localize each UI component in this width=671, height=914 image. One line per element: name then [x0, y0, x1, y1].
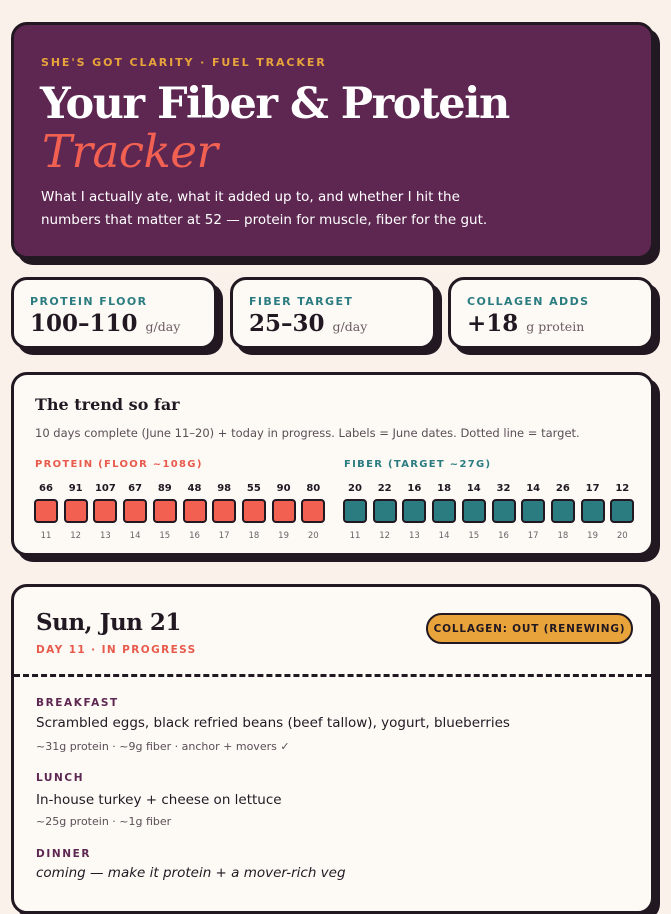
fiber-value-label: 26	[555, 483, 570, 494]
protein-day-label: 19	[278, 531, 289, 541]
stat-value: +18 g protein	[467, 310, 585, 337]
protein-value-label: 48	[187, 483, 202, 494]
hero-eyebrow: SHE'S GOT CLARITY · FUEL TRACKER	[41, 56, 327, 69]
protein-bar	[64, 499, 88, 523]
protein-bar	[301, 499, 325, 523]
day-title: Sun, Jun 21	[36, 609, 181, 636]
protein-bar	[153, 499, 177, 523]
trend-card	[11, 372, 654, 556]
stat-label: FIBER TARGET	[249, 295, 354, 308]
protein-value-label: 67	[128, 483, 143, 494]
stat-value: 25–30 g/day	[249, 310, 368, 337]
fiber-day-label: 15	[468, 531, 480, 541]
fiber-bar	[551, 499, 575, 523]
protein-bar	[123, 499, 147, 523]
fiber-value-label: 16	[407, 483, 422, 494]
protein-value-label: 91	[68, 483, 83, 494]
protein-value-label: 90	[276, 483, 291, 494]
fiber-day-label: 12	[379, 531, 391, 541]
hero-description: What I actually ate, what it added up to, and whether I hit the numbers that matter at 52 — protein for muscle, fiber for the gut.	[41, 189, 488, 228]
protein-bar	[212, 499, 236, 523]
protein-day-label: 20	[307, 531, 319, 541]
fiber-bar	[432, 499, 456, 523]
protein-series-label: PROTEIN (FLOOR ~108G)	[35, 459, 203, 470]
protein-day-label: 14	[129, 531, 141, 541]
protein-value-label: 107	[94, 483, 116, 494]
page-title: Your Fiber & Protein	[40, 79, 509, 129]
stat-card-protein-floor	[11, 277, 217, 349]
meal-text-dinner: coming — make it protein + a mover-rich veg	[36, 865, 346, 881]
meal-label-dinner: DINNER	[36, 848, 92, 860]
meal-note-breakfast: ~31g protein · ~9g fiber · anchor + movers ✓	[36, 740, 290, 753]
fiber-bar	[492, 499, 516, 523]
protein-value-label: 66	[39, 483, 53, 494]
fiber-series-label: FIBER (TARGET ~27G)	[344, 459, 492, 470]
protein-value-label: 89	[157, 483, 172, 494]
fiber-day-label: 16	[498, 531, 509, 541]
meal-text-breakfast: Scrambled eggs, black refried beans (beef tallow), yogurt, blueberries	[36, 715, 510, 731]
protein-bar	[34, 499, 58, 523]
fiber-day-label: 19	[587, 531, 598, 541]
today-card	[11, 584, 654, 914]
page-subtitle: Tracker	[42, 125, 218, 178]
meal-text-lunch: In-house turkey + cheese on lettuce	[36, 792, 282, 808]
stat-unit: g protein	[526, 319, 585, 334]
stat-unit: g/day	[332, 319, 368, 334]
trend-bars	[14, 375, 654, 555]
protein-bar	[272, 499, 296, 523]
protein-value-label: 55	[246, 483, 261, 494]
protein-value-label: 98	[217, 483, 232, 494]
fiber-day-label: 18	[557, 531, 569, 541]
fiber-day-label: 13	[408, 531, 420, 541]
fiber-value-label: 14	[466, 483, 481, 494]
fiber-day-label: 17	[527, 531, 539, 541]
fiber-bar	[343, 499, 367, 523]
protein-day-label: 18	[248, 531, 260, 541]
stat-card-collagen-adds	[448, 277, 654, 349]
fiber-bar	[581, 499, 605, 523]
protein-day-label: 11	[40, 531, 52, 541]
fiber-day-label: 11	[349, 531, 361, 541]
stat-value: 100–110 g/day	[30, 310, 181, 337]
protein-day-label: 13	[99, 531, 111, 541]
meal-note-lunch: ~25g protein · ~1g fiber	[36, 815, 172, 828]
protein-bar	[183, 499, 207, 523]
protein-day-label: 15	[159, 531, 171, 541]
fiber-day-label: 20	[616, 531, 628, 541]
fiber-value-label: 18	[437, 483, 452, 494]
protein-day-label: 12	[70, 531, 82, 541]
fiber-bar	[462, 499, 486, 523]
collagen-status-badge: COLLAGEN: OUT (RENEWING)	[426, 613, 633, 644]
fiber-value-label: 12	[615, 483, 630, 494]
stat-unit: g/day	[145, 319, 181, 334]
protein-day-label: 17	[218, 531, 230, 541]
fiber-value-label: 17	[585, 483, 600, 494]
protein-value-label: 80	[306, 483, 321, 494]
protein-bar	[242, 499, 266, 523]
stat-label: PROTEIN FLOOR	[30, 295, 148, 308]
divider	[14, 674, 651, 677]
fiber-bar	[402, 499, 426, 523]
fiber-value-label: 14	[526, 483, 541, 494]
meal-label-lunch: LUNCH	[36, 772, 85, 784]
stat-card-fiber-target	[230, 277, 436, 349]
trend-note: 10 days complete (June 11–20) + today in progress. Labels = June dates. Dotted line = target.	[35, 426, 580, 440]
hero-card	[11, 22, 654, 259]
fiber-day-label: 14	[438, 531, 450, 541]
trend-title: The trend so far	[35, 395, 180, 414]
protein-bar	[93, 499, 117, 523]
fiber-bar	[373, 499, 397, 523]
fiber-bar	[610, 499, 634, 523]
meal-label-breakfast: BREAKFAST	[36, 697, 119, 709]
day-status: DAY 11 · IN PROGRESS	[36, 644, 197, 656]
fiber-value-label: 20	[348, 483, 362, 494]
fiber-value-label: 32	[496, 483, 511, 494]
fiber-bar	[521, 499, 545, 523]
protein-day-label: 16	[189, 531, 200, 541]
stat-label: COLLAGEN ADDS	[467, 295, 590, 308]
fiber-value-label: 22	[377, 483, 392, 494]
